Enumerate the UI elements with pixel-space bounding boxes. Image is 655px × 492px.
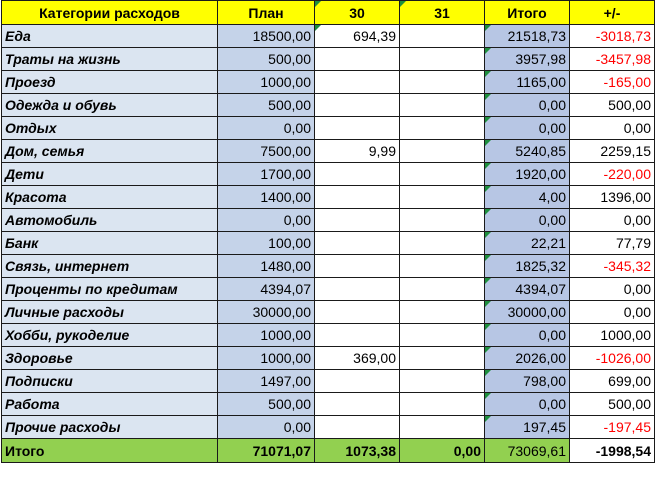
- diff-value: 1396,00: [600, 189, 651, 205]
- comment-marker-icon: [485, 209, 491, 215]
- plan-value: 7500,00: [260, 143, 311, 159]
- plan-cell[interactable]: [218, 370, 315, 393]
- comment-marker-icon: [485, 370, 491, 376]
- diff-cell[interactable]: [570, 232, 655, 255]
- diff-value: -165,00: [603, 74, 651, 90]
- category-value: Прочие расходы: [5, 419, 121, 435]
- footer-day31-cell[interactable]: 0,00: [400, 439, 485, 463]
- table-row: [2, 163, 655, 186]
- day31-cell[interactable]: [400, 255, 485, 278]
- category-value: Дом, семья: [5, 143, 85, 159]
- day31-cell[interactable]: [400, 25, 485, 48]
- total-cell[interactable]: [485, 324, 570, 347]
- diff-cell[interactable]: [570, 186, 655, 209]
- comment-marker-icon: [485, 393, 491, 399]
- category-value: Подписки: [5, 373, 73, 389]
- comment-marker-icon: [485, 117, 491, 123]
- comment-marker-icon: [485, 416, 491, 422]
- header-category-cell[interactable]: Категории расходов: [2, 1, 218, 25]
- day31-cell[interactable]: [400, 71, 485, 94]
- table-row: [2, 324, 655, 347]
- total-value: 0,00: [538, 212, 566, 228]
- plan-value: 1000,00: [260, 350, 311, 366]
- day30-cell[interactable]: [315, 393, 400, 416]
- table-row: [2, 117, 655, 140]
- day31-cell[interactable]: [400, 393, 485, 416]
- total-cell[interactable]: [485, 416, 570, 439]
- category-cell[interactable]: [2, 48, 218, 71]
- category-cell[interactable]: [2, 347, 218, 370]
- diff-cell[interactable]: [570, 163, 655, 186]
- table-row: [2, 209, 655, 232]
- plan-value: 0,00: [283, 419, 311, 435]
- total-cell[interactable]: [485, 71, 570, 94]
- diff-value: -345,32: [603, 258, 651, 274]
- header-total-cell[interactable]: Итого: [485, 1, 570, 25]
- table-row: [2, 370, 655, 393]
- plan-cell[interactable]: [218, 347, 315, 370]
- day31-cell[interactable]: [400, 94, 485, 117]
- comment-marker-icon: [485, 186, 491, 192]
- total-cell[interactable]: [485, 347, 570, 370]
- category-cell[interactable]: [2, 301, 218, 324]
- day31-cell[interactable]: [400, 186, 485, 209]
- total-value: 1165,00: [516, 74, 566, 90]
- category-value: Дети: [5, 166, 44, 182]
- header-day31-cell[interactable]: [400, 1, 485, 25]
- total-value: 1920,00: [515, 166, 566, 182]
- day31-cell[interactable]: [400, 416, 485, 439]
- category-cell[interactable]: [2, 370, 218, 393]
- diff-value: -1026,00: [595, 350, 651, 366]
- category-value: Работа: [5, 396, 60, 412]
- day30-cell[interactable]: [315, 94, 400, 117]
- total-value: 798,00: [523, 373, 566, 389]
- day31-cell[interactable]: [400, 347, 485, 370]
- total-value: 30000,00: [507, 304, 566, 320]
- diff-value: 500,00: [608, 97, 651, 113]
- diff-cell[interactable]: [570, 140, 655, 163]
- day30-cell[interactable]: [315, 186, 400, 209]
- comment-marker-icon: [315, 1, 321, 7]
- day30-value: 694,39: [353, 28, 396, 44]
- comment-marker-icon: [485, 324, 491, 330]
- comment-marker-icon: [485, 48, 491, 54]
- comment-marker-icon: [485, 71, 491, 77]
- total-cell[interactable]: [485, 117, 570, 140]
- plan-value: 18500,00: [252, 28, 311, 44]
- footer-total-cell[interactable]: 73069,61: [485, 439, 570, 463]
- table-row: [2, 94, 655, 117]
- plan-value: 1497,00: [260, 373, 311, 389]
- diff-value: 0,00: [623, 120, 651, 136]
- day31-cell[interactable]: [400, 232, 485, 255]
- header-day30-cell[interactable]: [315, 1, 400, 25]
- table-row: [2, 186, 655, 209]
- category-cell[interactable]: [2, 94, 218, 117]
- diff-value: 500,00: [608, 396, 651, 412]
- day30-cell[interactable]: [315, 301, 400, 324]
- diff-cell[interactable]: [570, 393, 655, 416]
- category-value: Хобби, рукоделие: [5, 327, 130, 343]
- diff-value: -3457,98: [595, 51, 651, 67]
- day31-cell[interactable]: [400, 301, 485, 324]
- plan-cell[interactable]: [218, 94, 315, 117]
- table-row: [2, 48, 655, 71]
- category-cell[interactable]: [2, 186, 218, 209]
- footer-diff-cell[interactable]: -1998,54: [570, 439, 655, 463]
- comment-marker-icon: [485, 94, 491, 100]
- diff-cell[interactable]: [570, 370, 655, 393]
- total-cell[interactable]: [485, 48, 570, 71]
- table-row: [2, 278, 655, 301]
- total-value: 4394,07: [515, 281, 566, 297]
- diff-value: 1000,00: [600, 327, 651, 343]
- diff-cell[interactable]: [570, 347, 655, 370]
- totals-row: [2, 439, 655, 463]
- total-cell[interactable]: [485, 140, 570, 163]
- plan-value: 30000,00: [252, 304, 311, 320]
- category-cell[interactable]: [2, 163, 218, 186]
- plan-cell[interactable]: [218, 255, 315, 278]
- table-row: [2, 416, 655, 439]
- day30-value: 369,00: [353, 350, 396, 366]
- table-row: [2, 301, 655, 324]
- header-day30-label: 30: [349, 4, 365, 21]
- plan-cell[interactable]: [218, 301, 315, 324]
- diff-cell[interactable]: [570, 324, 655, 347]
- diff-cell[interactable]: [570, 209, 655, 232]
- day30-cell[interactable]: [315, 48, 400, 71]
- day30-cell[interactable]: [315, 347, 400, 370]
- expense-table: [1, 0, 655, 463]
- table-row: [2, 232, 655, 255]
- day30-cell[interactable]: [315, 25, 400, 48]
- plan-cell[interactable]: [218, 140, 315, 163]
- total-value: 0,00: [538, 97, 566, 113]
- total-value: 0,00: [538, 327, 566, 343]
- total-cell[interactable]: [485, 370, 570, 393]
- total-value: 197,45: [523, 419, 566, 435]
- header-day31-label: 31: [434, 4, 450, 21]
- category-cell[interactable]: [2, 25, 218, 48]
- total-value: 3957,98: [515, 51, 566, 67]
- diff-cell[interactable]: [570, 25, 655, 48]
- table-row: [2, 71, 655, 94]
- total-cell[interactable]: [485, 163, 570, 186]
- table-row: [2, 393, 655, 416]
- day30-cell[interactable]: [315, 232, 400, 255]
- table-row: [2, 255, 655, 278]
- plan-value: 1400,00: [260, 189, 311, 205]
- day31-cell[interactable]: [400, 163, 485, 186]
- header-plan-cell[interactable]: План: [218, 1, 315, 25]
- diff-value: 0,00: [623, 304, 651, 320]
- diff-value: 699,00: [608, 373, 651, 389]
- plan-cell[interactable]: [218, 278, 315, 301]
- total-value: 0,00: [538, 120, 566, 136]
- plan-cell[interactable]: [218, 48, 315, 71]
- plan-value: 0,00: [283, 120, 311, 136]
- plan-value: 1480,00: [260, 258, 311, 274]
- plan-cell[interactable]: [218, 163, 315, 186]
- diff-value: -3018,73: [595, 28, 651, 44]
- plan-value: 500,00: [268, 51, 311, 67]
- category-value: Связь, интернет: [5, 258, 130, 274]
- plan-cell[interactable]: [218, 209, 315, 232]
- day30-cell[interactable]: [315, 117, 400, 140]
- plan-cell[interactable]: [218, 324, 315, 347]
- category-value: Еда: [5, 28, 31, 44]
- plan-value: 1000,00: [260, 74, 311, 90]
- day30-cell[interactable]: [315, 278, 400, 301]
- day30-cell[interactable]: [315, 255, 400, 278]
- comment-marker-icon: [485, 163, 491, 169]
- day30-cell[interactable]: [315, 324, 400, 347]
- total-cell[interactable]: [485, 186, 570, 209]
- category-value: Здоровье: [5, 350, 73, 366]
- category-cell[interactable]: [2, 117, 218, 140]
- day30-cell[interactable]: [315, 71, 400, 94]
- day30-cell[interactable]: [315, 140, 400, 163]
- table-row: [2, 140, 655, 163]
- comment-marker-icon: [400, 1, 406, 7]
- plan-cell[interactable]: [218, 186, 315, 209]
- comment-marker-icon: [485, 255, 491, 261]
- diff-cell[interactable]: [570, 71, 655, 94]
- total-cell[interactable]: [485, 25, 570, 48]
- plan-value: 1000,00: [260, 327, 311, 343]
- category-value: Автомобиль: [5, 212, 98, 228]
- plan-value: 1700,00: [260, 166, 311, 182]
- diff-value: -220,00: [603, 166, 651, 182]
- footer-category-cell[interactable]: Итого: [2, 439, 218, 463]
- day31-cell[interactable]: [400, 117, 485, 140]
- plan-cell[interactable]: [218, 25, 315, 48]
- category-value: Проезд: [5, 74, 56, 90]
- day30-value: 9,99: [368, 143, 396, 159]
- total-value: 5240,85: [515, 143, 566, 159]
- day30-cell[interactable]: [315, 370, 400, 393]
- total-cell[interactable]: [485, 393, 570, 416]
- total-cell[interactable]: [485, 278, 570, 301]
- footer-plan-cell[interactable]: 71071,07: [218, 439, 315, 463]
- category-cell[interactable]: [2, 209, 218, 232]
- category-value: Одежда и обувь: [5, 97, 117, 113]
- day31-cell[interactable]: [400, 370, 485, 393]
- day31-cell[interactable]: [400, 324, 485, 347]
- category-value: Банк: [5, 235, 39, 251]
- diff-value: -197,45: [603, 419, 651, 435]
- diff-cell[interactable]: [570, 416, 655, 439]
- category-value: Отдых: [5, 120, 57, 136]
- category-value: Проценты по кредитам: [5, 281, 178, 297]
- plan-value: 100,00: [268, 235, 311, 251]
- comment-marker-icon: [485, 278, 491, 284]
- category-value: Траты на жизнь: [5, 51, 121, 67]
- total-value: 22,21: [530, 235, 566, 251]
- total-cell[interactable]: [485, 209, 570, 232]
- day30-cell[interactable]: [315, 209, 400, 232]
- table-row: [2, 347, 655, 370]
- day30-cell[interactable]: [315, 163, 400, 186]
- plan-cell[interactable]: [218, 117, 315, 140]
- header-row: [2, 1, 655, 25]
- diff-value: 0,00: [623, 212, 651, 228]
- day31-cell[interactable]: [400, 209, 485, 232]
- total-value: 1825,32: [515, 258, 566, 274]
- category-cell[interactable]: [2, 71, 218, 94]
- comment-marker-icon: [485, 140, 491, 146]
- diff-cell[interactable]: [570, 301, 655, 324]
- total-value: 0,00: [538, 396, 566, 412]
- total-value: 4,00: [538, 189, 566, 205]
- diff-value: 2259,15: [600, 143, 651, 159]
- category-value: Красота: [5, 189, 67, 205]
- diff-cell[interactable]: [570, 94, 655, 117]
- total-value: 21518,73: [507, 28, 566, 44]
- plan-cell[interactable]: [218, 71, 315, 94]
- diff-cell[interactable]: [570, 48, 655, 71]
- category-cell[interactable]: [2, 232, 218, 255]
- plan-cell[interactable]: [218, 232, 315, 255]
- plan-value: 4394,07: [260, 281, 311, 297]
- diff-value: 0,00: [623, 281, 651, 297]
- plan-cell[interactable]: [218, 393, 315, 416]
- category-cell[interactable]: [2, 416, 218, 439]
- total-cell[interactable]: [485, 232, 570, 255]
- total-cell[interactable]: [485, 255, 570, 278]
- comment-marker-icon: [485, 25, 491, 31]
- diff-cell[interactable]: [570, 278, 655, 301]
- total-cell[interactable]: [485, 301, 570, 324]
- diff-cell[interactable]: [570, 255, 655, 278]
- category-cell[interactable]: [2, 140, 218, 163]
- plan-cell[interactable]: [218, 416, 315, 439]
- category-cell[interactable]: [2, 324, 218, 347]
- category-cell[interactable]: [2, 255, 218, 278]
- comment-marker-icon: [485, 232, 491, 238]
- day30-cell[interactable]: [315, 416, 400, 439]
- plan-value: 500,00: [268, 97, 311, 113]
- table-row: [2, 25, 655, 48]
- footer-day30-cell[interactable]: 1073,38: [315, 439, 400, 463]
- total-cell[interactable]: [485, 94, 570, 117]
- diff-cell[interactable]: [570, 117, 655, 140]
- day31-cell[interactable]: [400, 278, 485, 301]
- comment-marker-icon: [485, 347, 491, 353]
- day31-cell[interactable]: [400, 48, 485, 71]
- comment-marker-icon: [315, 25, 321, 31]
- diff-value: 77,79: [615, 235, 651, 251]
- plan-value: 500,00: [268, 396, 311, 412]
- category-value: Личные расходы: [5, 304, 124, 320]
- total-value: 2026,00: [515, 350, 566, 366]
- comment-marker-icon: [485, 301, 491, 307]
- day31-cell[interactable]: [400, 140, 485, 163]
- category-cell[interactable]: [2, 278, 218, 301]
- header-diff-cell[interactable]: +/-: [570, 1, 655, 25]
- category-cell[interactable]: [2, 393, 218, 416]
- plan-value: 0,00: [283, 212, 311, 228]
